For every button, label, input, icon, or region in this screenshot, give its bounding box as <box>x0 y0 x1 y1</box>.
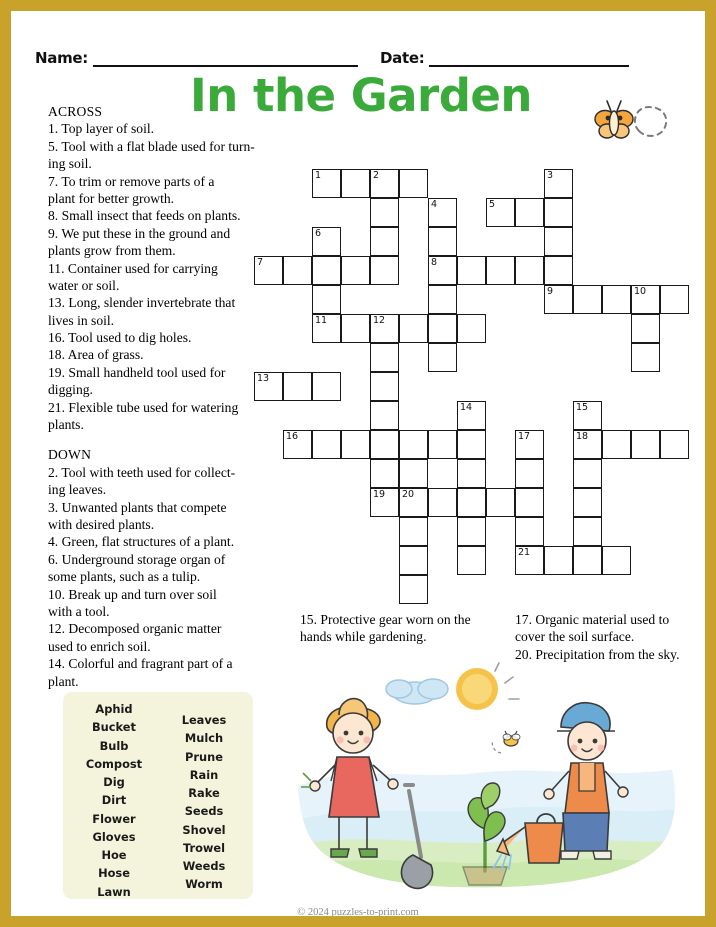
crossword-cell[interactable] <box>457 314 486 343</box>
crossword-cell[interactable] <box>399 488 428 517</box>
across-clue-line: 16. Tool used to dig holes. <box>48 330 192 346</box>
word-bank-item: Mulch <box>184 731 224 746</box>
cell-number: 18 <box>576 431 589 442</box>
crossword-cell[interactable] <box>457 517 486 546</box>
date-input[interactable] <box>429 48 629 67</box>
crossword-cell[interactable] <box>544 169 573 198</box>
crossword-cell[interactable] <box>428 314 457 343</box>
cell-number: 15 <box>576 402 589 413</box>
cell-number: 21 <box>518 547 531 558</box>
crossword-cell[interactable] <box>341 430 370 459</box>
overflow-clue-line: 20. Precipitation from the sky. <box>515 646 680 662</box>
across-clue-line: 19. Small handheld tool used for <box>48 364 226 380</box>
crossword-cell[interactable] <box>341 314 370 343</box>
crossword-cell[interactable] <box>660 285 689 314</box>
crossword-cell[interactable] <box>544 227 573 256</box>
crossword-cell[interactable] <box>573 459 602 488</box>
across-clue-line: plants. <box>48 417 84 433</box>
down-clue-line: 4. Green, flat structures of a plant. <box>48 534 235 550</box>
crossword-cell[interactable] <box>457 459 486 488</box>
across-clue-line: 7. To trim or remove parts of a <box>48 173 215 189</box>
name-label: Name: <box>35 49 88 67</box>
word-bank-column-right <box>160 692 248 899</box>
cell-number: 20 <box>402 489 415 500</box>
crossword-cell[interactable] <box>544 198 573 227</box>
word-bank-item: Bucket <box>92 720 136 735</box>
crossword-cell[interactable] <box>457 488 486 517</box>
crossword-cell[interactable] <box>515 488 544 517</box>
crossword-cell[interactable] <box>370 459 399 488</box>
worksheet-header <box>35 41 683 67</box>
crossword-cell[interactable] <box>254 256 283 285</box>
cell-number: 19 <box>373 489 386 500</box>
crossword-cell[interactable] <box>370 343 399 372</box>
down-clue-line: 12. Decomposed organic matter <box>48 621 222 637</box>
cell-number: 6 <box>315 228 322 239</box>
crossword-cell[interactable] <box>399 546 428 575</box>
clue-list <box>48 103 260 690</box>
word-bank-item: Dirt <box>101 793 127 808</box>
crossword-cell[interactable] <box>573 546 602 575</box>
overflow-clue-line: cover the soil surface. <box>515 629 635 645</box>
cell-number: 9 <box>547 286 554 297</box>
crossword-cell[interactable] <box>370 227 399 256</box>
crossword-cell[interactable] <box>312 314 341 343</box>
crossword-cell[interactable] <box>428 227 457 256</box>
across-clue-line: 21. Flexible tube used for watering <box>48 399 239 415</box>
across-clue-line: digging. <box>48 382 93 398</box>
crossword-cell[interactable] <box>370 488 399 517</box>
overflow-clue-line: 15. Protective gear worn on the <box>300 612 471 627</box>
word-bank-item: Trowel <box>182 840 226 855</box>
crossword-cell[interactable] <box>544 256 573 285</box>
across-clue-line: lives in soil. <box>48 312 115 328</box>
word-bank-item: Leaves <box>181 713 227 727</box>
crossword-grid[interactable] <box>254 169 694 609</box>
crossword-cell[interactable] <box>573 517 602 546</box>
across-heading: ACROSS <box>48 104 103 119</box>
cell-number: 13 <box>257 373 270 384</box>
cell-number: 5 <box>489 199 496 210</box>
crossword-cell[interactable] <box>428 285 457 314</box>
crossword-cell[interactable] <box>283 256 312 285</box>
crossword-cell[interactable] <box>312 430 341 459</box>
cell-number: 12 <box>373 315 386 326</box>
crossword-cell[interactable] <box>428 430 457 459</box>
crossword-cell[interactable] <box>428 488 457 517</box>
clue-spacer <box>48 433 260 446</box>
across-clues <box>48 120 260 433</box>
word-bank-item: Rain <box>189 767 219 782</box>
crossword-cell[interactable] <box>660 430 689 459</box>
cell-number: 3 <box>547 170 554 181</box>
down-clue-line: some plants, such as a tulip. <box>48 569 201 585</box>
overflow-clue-line: 17. Organic material used to <box>515 612 670 627</box>
crossword-cell[interactable] <box>631 285 660 314</box>
across-clue-line: ing soil. <box>48 156 92 172</box>
across-clue-line: 13. Long, slender invertebrate that <box>48 295 236 311</box>
garden-illustration <box>287 641 687 903</box>
crossword-cell[interactable] <box>515 517 544 546</box>
crossword-cell[interactable] <box>573 285 602 314</box>
word-bank-item: Rake <box>188 786 220 800</box>
crossword-cell[interactable] <box>457 430 486 459</box>
crossword-cell[interactable] <box>399 459 428 488</box>
page-title: In the Garden <box>190 69 532 122</box>
crossword-cell[interactable] <box>428 256 457 285</box>
cell-number: 7 <box>257 257 264 268</box>
cell-number: 16 <box>286 431 299 442</box>
crossword-cell[interactable] <box>399 430 428 459</box>
crossword-cell[interactable] <box>486 198 515 227</box>
crossword-cell[interactable] <box>602 546 631 575</box>
crossword-cell[interactable] <box>399 169 428 198</box>
crossword-cell[interactable] <box>515 256 544 285</box>
crossword-cell[interactable] <box>312 285 341 314</box>
word-bank-item: Shovel <box>182 822 226 837</box>
across-clue-line: 5. Tool with a flat blade used for turn- <box>48 138 255 154</box>
across-clue-line: 11. Container used for carrying <box>48 260 218 276</box>
crossword-cell[interactable] <box>370 401 399 430</box>
crossword-cell[interactable] <box>283 430 312 459</box>
crossword-cell[interactable] <box>515 546 544 575</box>
crossword-cell[interactable] <box>544 285 573 314</box>
crossword-cell[interactable] <box>486 488 515 517</box>
crossword-cell[interactable] <box>312 372 341 401</box>
crossword-cell[interactable] <box>370 169 399 198</box>
crossword-cell[interactable] <box>341 256 370 285</box>
butterfly-icon <box>577 97 677 153</box>
across-clue-line: 9. We put these in the ground and <box>48 225 231 241</box>
word-bank-item: Hoe <box>101 848 127 862</box>
crossword-cell[interactable] <box>631 343 660 372</box>
crossword-cell[interactable] <box>457 256 486 285</box>
crossword-cell[interactable] <box>515 459 544 488</box>
crossword-cell[interactable] <box>370 372 399 401</box>
crossword-cell[interactable] <box>544 546 573 575</box>
crossword-cell[interactable] <box>428 198 457 227</box>
word-bank <box>63 692 253 899</box>
crossword-cell[interactable] <box>486 256 515 285</box>
copyright-footer: © 2024 puzzles-to-print.com <box>297 907 419 918</box>
crossword-cell[interactable] <box>312 169 341 198</box>
crossword-cell[interactable] <box>283 372 312 401</box>
down-clue-line: with a tool. <box>48 603 110 619</box>
down-clues <box>48 464 260 690</box>
crossword-cell[interactable] <box>341 169 370 198</box>
crossword-cell[interactable] <box>370 314 399 343</box>
word-bank-item: Aphid <box>95 702 133 716</box>
crossword-cell[interactable] <box>428 343 457 372</box>
down-clue-line: 14. Colorful and fragrant part of a <box>48 656 233 672</box>
across-clue-line: plants grow from them. <box>48 243 176 259</box>
down-clue-line: ing leaves. <box>48 482 107 498</box>
crossword-cell[interactable] <box>399 517 428 546</box>
cell-number: 4 <box>431 199 438 210</box>
down-clue-line: 6. Underground storage organ of <box>48 551 226 567</box>
word-bank-item: Dig <box>103 775 125 789</box>
across-clue-line: 1. Top layer of soil. <box>48 121 155 137</box>
worksheet-sheet <box>11 11 705 916</box>
crossword-cell[interactable] <box>573 401 602 430</box>
crossword-cell[interactable] <box>631 314 660 343</box>
word-bank-item: Gloves <box>92 829 136 844</box>
crossword-cell[interactable] <box>399 314 428 343</box>
crossword-cell[interactable] <box>254 372 283 401</box>
word-bank-item: Worm <box>185 877 223 892</box>
crossword-cell[interactable] <box>399 575 428 604</box>
cell-number: 1 <box>315 170 322 181</box>
crossword-cell[interactable] <box>312 227 341 256</box>
crossword-cell[interactable] <box>457 546 486 575</box>
word-bank-item: Seeds <box>184 804 224 819</box>
crossword-cell[interactable] <box>370 256 399 285</box>
crossword-cell[interactable] <box>602 430 631 459</box>
word-bank-column-left <box>68 692 160 899</box>
across-clue-line: 8. Small insect that feeds on plants. <box>48 208 241 224</box>
crossword-cell[interactable] <box>370 430 399 459</box>
cell-number: 14 <box>460 402 473 413</box>
crossword-cell[interactable] <box>573 488 602 517</box>
crossword-cell[interactable] <box>515 198 544 227</box>
across-clue-line: water or soil. <box>48 277 120 293</box>
crossword-cell[interactable] <box>312 256 341 285</box>
overflow-clue-line: hands while gardening. <box>300 629 427 645</box>
cell-number: 2 <box>373 170 380 181</box>
date-label: Date: <box>379 49 425 67</box>
word-bank-item: Lawn <box>97 884 131 899</box>
crossword-cell[interactable] <box>515 430 544 459</box>
word-bank-item: Hose <box>98 866 130 881</box>
cell-number: 10 <box>634 286 647 297</box>
crossword-cell[interactable] <box>370 198 399 227</box>
down-clue-line: 10. Break up and turn over soil <box>48 586 217 602</box>
down-clue-line: with desired plants. <box>48 516 155 532</box>
across-clue-line: 18. Area of grass. <box>48 347 144 363</box>
down-clue-line: used to enrich soil. <box>48 638 151 654</box>
crossword-cell[interactable] <box>631 430 660 459</box>
crossword-cell[interactable] <box>573 430 602 459</box>
word-bank-item: Weeds <box>182 859 226 873</box>
cell-number: 8 <box>431 257 438 268</box>
word-bank-item: Flower <box>92 811 136 826</box>
cell-number: 11 <box>315 315 328 326</box>
name-input[interactable] <box>93 48 358 67</box>
crossword-cell[interactable] <box>457 401 486 430</box>
crossword-cell[interactable] <box>602 285 631 314</box>
word-bank-item: Prune <box>185 749 223 764</box>
down-clue-line: plant. <box>48 673 79 689</box>
down-clue-line: 2. Tool with teeth used for collect- <box>48 464 236 480</box>
down-clue-line: 3. Unwanted plants that compete <box>48 499 227 515</box>
word-bank-item: Compost <box>85 756 143 771</box>
across-clue-line: plant for better growth. <box>48 190 175 206</box>
word-bank-item: Bulb <box>99 738 129 753</box>
cell-number: 17 <box>518 431 531 442</box>
down-heading: DOWN <box>48 447 92 463</box>
